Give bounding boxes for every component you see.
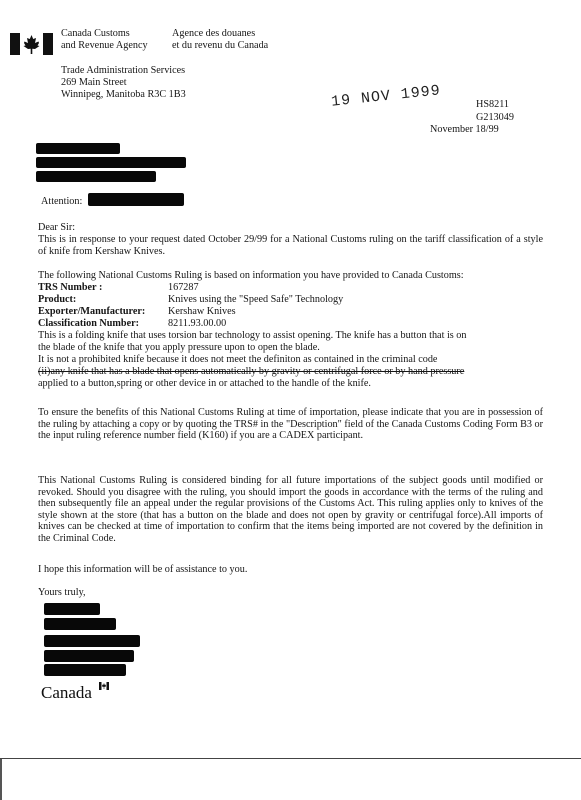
small-flag-icon — [99, 682, 109, 690]
sender-address-line2: 269 Main Street — [61, 77, 127, 88]
redacted-recipient-line2 — [36, 157, 186, 168]
signoff: Yours truly, — [38, 587, 86, 598]
classification-number-value: 8211.93.00.00 — [168, 318, 227, 329]
description-line1: This is a folding knife that uses torsion bar technology to assist opening. The knife has a button that is on — [38, 330, 467, 341]
attention-label: Attention: — [41, 196, 83, 207]
reference-number-2: G213049 — [476, 112, 514, 123]
trs-number-label: TRS Number : — [38, 282, 103, 293]
intro-paragraph: This is in response to your request dated October 29/99 for a National Customs ruling on the tariff classification of a style of knife from Kershaw Knives. — [38, 234, 543, 257]
letter-date: November 18/99 — [430, 124, 499, 135]
ruling-intro: The following National Customs Ruling is based on information you have provided to Canada Customs: — [38, 270, 464, 281]
received-date-stamp: 19 NOV 1999 — [330, 82, 442, 111]
description-line2: the blade of the knife that you apply pressure upon to open the blade. — [38, 342, 320, 353]
agency-name-fr-1: Agence des douanes — [172, 28, 256, 39]
criminal-code-definition-line2: applied to a button,spring or other device in or attached to the handle of the knife. — [38, 378, 371, 389]
redacted-recipient-line1 — [36, 143, 120, 154]
canada-wordmark-text: Canada — [41, 683, 92, 702]
benefits-paragraph: To ensure the benefits of this National Customs Ruling at time of importation, please indicate that you are in possession of the ruling by attaching a copy or by quoting the TRS# in the "Description" field of the Canada Customs Coding Form B3 or the input ruling reference number field (K160) if you are a CADEX participant. — [38, 407, 543, 441]
redacted-signature-line1 — [44, 603, 100, 615]
criminal-code-definition-line1: (ii)any knife that has a blade that opens automatically by gravity or centrifugal force or by hand pressure — [38, 366, 465, 377]
trs-number-value: 167287 — [168, 282, 199, 293]
closing-line: I hope this information will be of assistance to you. — [38, 564, 248, 575]
agency-name-en-2: and Revenue Agency — [61, 40, 148, 51]
reference-number-1: HS8211 — [476, 99, 510, 110]
redacted-recipient-line3 — [36, 171, 156, 182]
product-value: Knives using the "Speed Safe" Technology — [168, 294, 344, 305]
canada-flag-icon — [10, 33, 53, 55]
redacted-signature-line4 — [44, 650, 134, 662]
redacted-attention-name — [88, 193, 184, 206]
agency-name-en-1: Canada Customs — [61, 28, 130, 39]
prohibited-knife-statement: It is not a prohibited knife because it does not meet the definiton as contained in the criminal code — [38, 354, 438, 365]
salutation: Dear Sir: — [38, 222, 76, 233]
sender-address-line3: Winnipeg, Manitoba R3C 1B3 — [61, 89, 186, 100]
canada-wordmark — [41, 683, 92, 703]
page-bottom-edge — [0, 758, 581, 759]
exporter-label: Exporter/Manufacturer: — [38, 306, 146, 317]
agency-name-fr-2: et du revenu du Canada — [172, 40, 269, 51]
classification-number-label: Classification Number: — [38, 318, 140, 329]
redacted-signature-line2 — [44, 618, 116, 630]
product-label: Product: — [38, 294, 77, 305]
redacted-signature-line3 — [44, 635, 140, 647]
exporter-value: Kershaw Knives — [168, 306, 236, 317]
scan-shadow-edge — [0, 759, 2, 800]
sender-address-line1: Trade Administration Services — [61, 65, 186, 76]
binding-paragraph: This National Customs Ruling is considered binding for all future importations of the subject goods until modified or revoked. Should you disagree with the ruling, you should import the goods in accordance with the terms of the ruling and then subsequently file an appeal under the regular provisions of the Customs Act. This ruling applies only to knives of the style shown at the store (that has a button on the blade and does not open by gravity or centrifugal force).All imports of knives can be checked at time of importation to confirm that the items being imported are not covered by the definition in the Criminal Code. — [38, 475, 543, 544]
redacted-signature-line5 — [44, 664, 126, 676]
